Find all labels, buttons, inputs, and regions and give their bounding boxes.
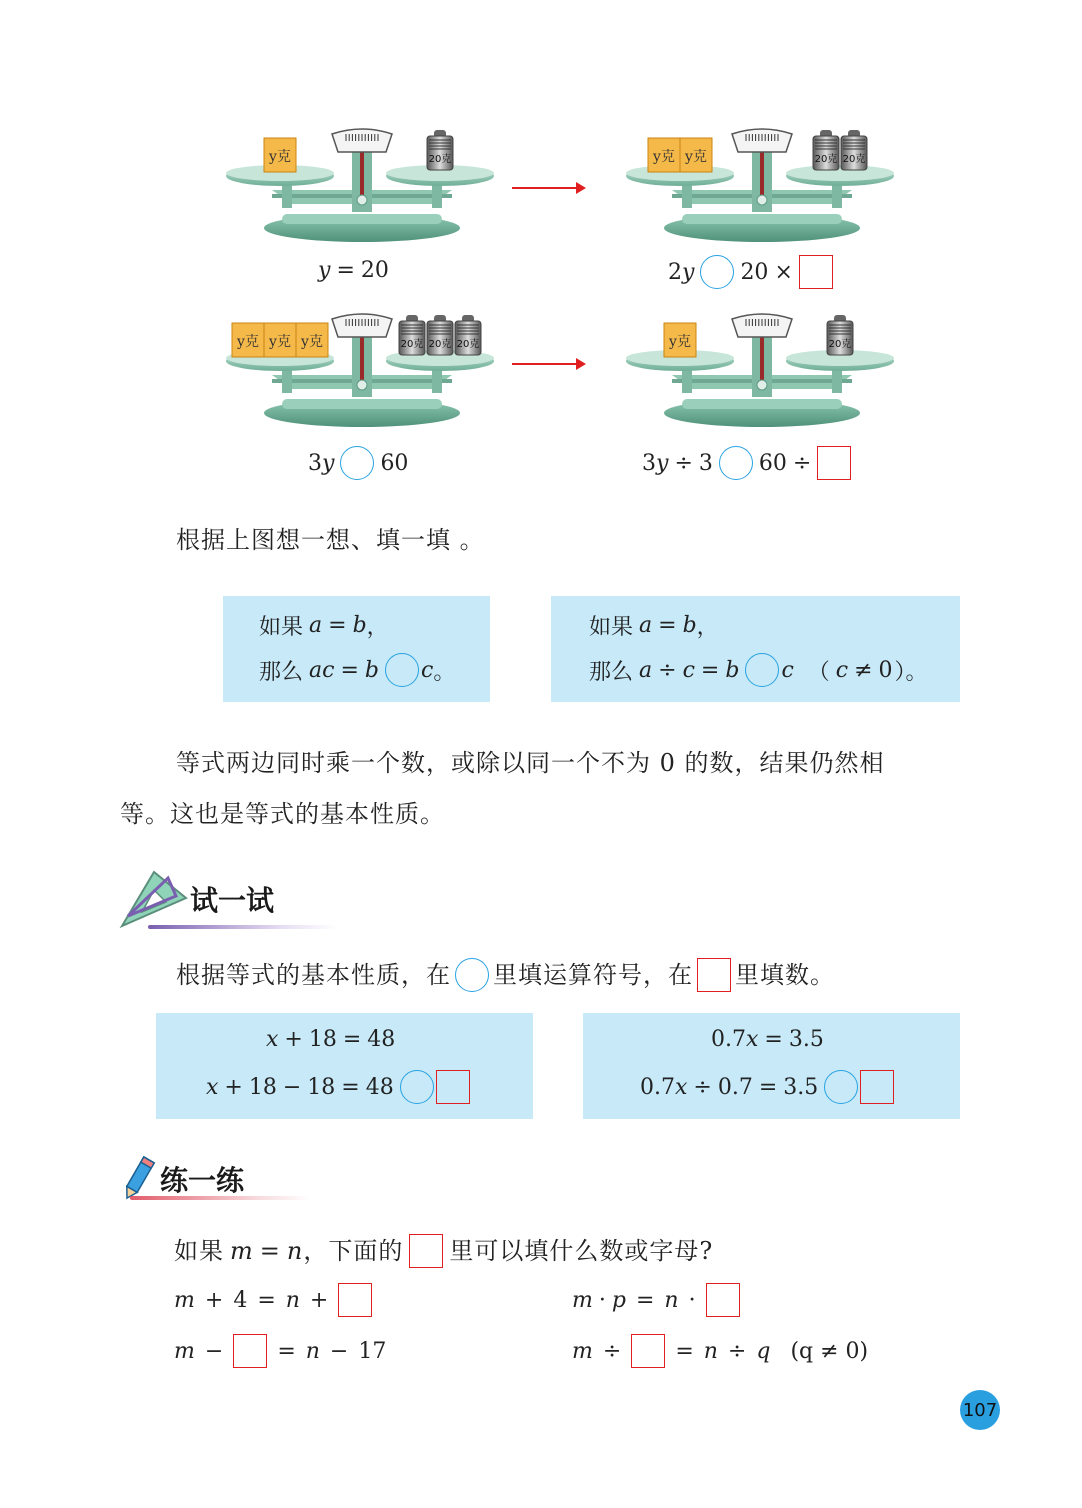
property-box-divide: 如果 a = b ， 那么 a ÷ c = b c （ c ≠ 0 ）。 — [551, 596, 960, 702]
try-box-1: x + 18 = 48 x + 18 − 18 = 48 — [156, 1013, 533, 1119]
operator-blank-circle[interactable] — [340, 446, 374, 480]
weight-block-y — [264, 138, 296, 172]
number-blank-box[interactable] — [233, 1334, 267, 1368]
number-blank-box[interactable] — [631, 1334, 665, 1368]
weight-20g — [827, 315, 853, 355]
operator-blank-circle[interactable] — [824, 1070, 858, 1104]
practice-item-3: m − = n − 17 — [174, 1334, 386, 1368]
weight-block-y — [680, 138, 712, 172]
balance-scale-bottom-right — [622, 305, 902, 435]
set-square-icon — [118, 868, 188, 930]
weight-block-y — [232, 323, 264, 357]
svg-text:20克: 20克 — [842, 154, 866, 165]
weight-20g — [427, 130, 453, 170]
number-blank-box[interactable] — [338, 1283, 372, 1317]
instruction2: 根据等式的基本性质，在 里填运算符号，在 里填数。 — [176, 950, 835, 1000]
weight-20g — [399, 315, 425, 355]
operator-blank-circle[interactable] — [400, 1070, 434, 1104]
svg-text:y克: y克 — [269, 334, 291, 350]
weight-block-y — [296, 323, 328, 357]
page-number-badge: 107 — [960, 1390, 1000, 1430]
property-text-line1: 等式两边同时乘一个数，或除以同一个不为 0 的数，结果仍然相 — [176, 749, 885, 777]
number-blank-box[interactable] — [799, 255, 833, 289]
number-blank-box[interactable] — [860, 1070, 894, 1104]
operator-blank-circle[interactable] — [719, 446, 753, 480]
svg-text:20克: 20克 — [428, 154, 452, 165]
weight-20g — [427, 315, 453, 355]
equation-1: y = 20 — [318, 258, 389, 283]
practice-item-1: m + 4 = n + — [174, 1283, 372, 1317]
weight-block-y — [264, 323, 296, 357]
arrow-icon — [512, 363, 584, 365]
svg-text:20克: 20克 — [828, 339, 852, 350]
svg-text:y克: y克 — [269, 149, 291, 165]
equation-4: 3y ÷ 3 60 ÷ — [642, 446, 851, 480]
svg-text:y克: y克 — [685, 149, 707, 165]
try-section-title: 试一试 — [190, 884, 275, 917]
svg-text:y克: y克 — [301, 334, 323, 350]
operator-blank-circle[interactable] — [700, 255, 734, 289]
property-box-multiply: 如果 a = b ， 那么 ac = b c 。 — [223, 596, 490, 702]
svg-text:y克: y克 — [237, 334, 259, 350]
try-box-2: 0.7x = 3.5 0.7x ÷ 0.7 = 3.5 — [583, 1013, 960, 1119]
balance-scale-top-right — [622, 120, 902, 250]
weight-20g — [455, 315, 481, 355]
property-text-line2: 等。这也是等式的基本性质。 — [120, 800, 445, 828]
balance-scale-bottom-left — [222, 305, 502, 435]
svg-text:y克: y克 — [669, 334, 691, 350]
try-section-heading — [118, 868, 274, 930]
equation-2: 2y 20 × — [668, 255, 833, 289]
svg-text:y克: y克 — [653, 149, 675, 165]
weight-block-y — [648, 138, 680, 172]
arrow-icon — [512, 187, 584, 189]
practice-intro: 如果 m = n ，下面的 里可以填什么数或字母? — [174, 1226, 713, 1276]
svg-text:20克: 20克 — [428, 339, 452, 350]
svg-text:20克: 20克 — [814, 154, 838, 165]
number-blank-box[interactable] — [409, 1234, 443, 1268]
practice-item-2: m · p = n · — [572, 1283, 740, 1317]
number-blank-box[interactable] — [436, 1070, 470, 1104]
practice-item-4: m ÷ = n ÷ q (q ≠ 0) — [572, 1334, 868, 1368]
svg-text:20克: 20克 — [400, 339, 424, 350]
weight-20g — [813, 130, 839, 170]
operator-blank-circle[interactable] — [385, 653, 419, 687]
balance-scale-top-left — [222, 120, 502, 250]
operator-blank-circle[interactable] — [455, 958, 489, 992]
instruction-text: 根据上图想一想、填一填 。 — [176, 526, 485, 554]
weight-20g — [841, 130, 867, 170]
number-blank-box[interactable] — [817, 446, 851, 480]
operator-blank-circle[interactable] — [745, 653, 779, 687]
number-blank-box[interactable] — [697, 958, 731, 992]
weight-block-y — [664, 323, 696, 357]
svg-text:20克: 20克 — [456, 339, 480, 350]
equation-3: 3y 60 — [308, 446, 408, 480]
practice-section-title: 练一练 — [160, 1164, 245, 1197]
number-blank-box[interactable] — [706, 1283, 740, 1317]
heading-underline — [148, 925, 338, 929]
